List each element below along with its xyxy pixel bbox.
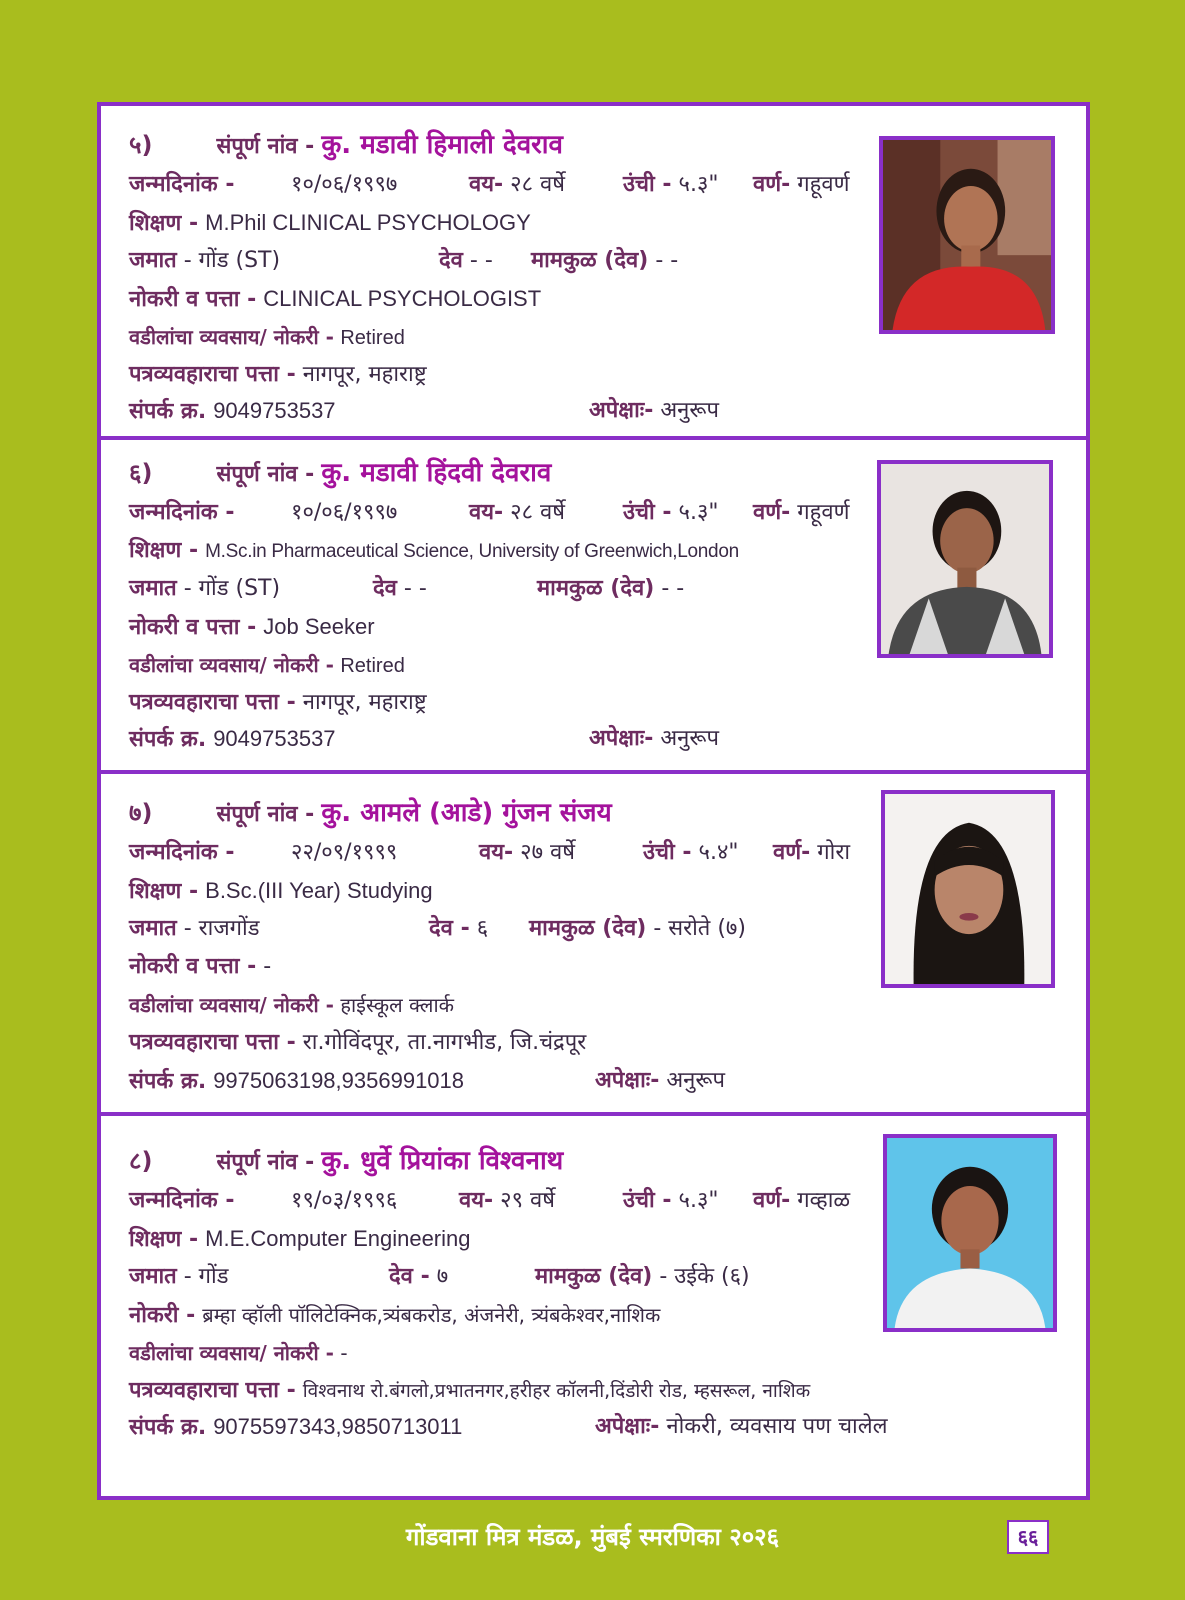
address-label: पत्रव्यवहाराचा पत्ता - (129, 1378, 296, 1403)
age-value: २९ वर्षे (500, 1188, 555, 1213)
height-label: उंची - (643, 840, 692, 865)
father-occupation-label: वडीलांचा व्यवसाय/ नोकरी - (129, 325, 334, 349)
education-label: शिक्षण - (129, 211, 199, 236)
address-label: पत्रव्यवहाराचा पत्ता - (129, 1030, 296, 1055)
candidate-name: कु. धुर्वे प्रियांका विश्वनाथ (321, 1146, 564, 1176)
height-value: ५.३" (678, 172, 719, 197)
height-value: ५.३" (678, 500, 719, 525)
address-value: विश्वनाथ रो.बंगलो,प्रभातनगर,हरीहर कॉलनी,दिंडोरी रोड, म्हसरूल, नाशिक (302, 1380, 811, 1402)
dob-value: १०/०६/१९९७ (291, 172, 398, 197)
name-label: संपूर्ण नांव - (216, 1150, 315, 1175)
candidate-name: कु. मडावी हिंदवी देवराव (321, 458, 552, 488)
candidate-name: कु. मडावी हिमाली देवराव (321, 130, 563, 160)
profile-number: ८) (129, 1147, 153, 1175)
mamkul-value: - - (655, 248, 679, 273)
expectation-label: अपेक्षाः- (589, 398, 654, 423)
complexion-label: वर्ण- (753, 1188, 791, 1213)
contact-label: संपर्क क्र. (129, 727, 207, 752)
father-occupation-value: Retired (340, 327, 405, 349)
mamkul-label: मामकुळ (देव) (531, 248, 649, 273)
candidate-photo (877, 460, 1053, 658)
address-value: नागपूर, महाराष्ट्र (302, 362, 427, 387)
expectation-value: अनुरूप (666, 1068, 725, 1093)
job-value: CLINICAL PSYCHOLOGIST (263, 286, 542, 311)
dev-label: देव (439, 248, 463, 273)
contact-value: 9075597343,9850713011 (213, 1414, 463, 1439)
profile-card (101, 1116, 1086, 1496)
job-label: नोकरी - (129, 1303, 196, 1328)
education-label: शिक्षण - (129, 879, 199, 904)
contact-value: 9975063198,9356991018 (213, 1068, 465, 1093)
name-row (129, 1146, 563, 1178)
caste-value: - गोंड (ST) (183, 576, 281, 601)
job-value: Job Seeker (263, 614, 375, 639)
height-label: उंची - (623, 1188, 672, 1213)
profile-number: ५) (129, 131, 153, 159)
complexion-label: वर्ण- (753, 500, 791, 525)
age-label: वय- (469, 172, 504, 197)
height-label: उंची - (623, 500, 672, 525)
address-value: रा.गोविंदपूर, ता.नागभीड, जि.चंद्रपूर (302, 1030, 587, 1055)
age-label: वय- (469, 500, 504, 525)
name-row (129, 458, 551, 490)
dob-label: जन्मदिनांक - (129, 840, 235, 865)
height-value: ५.३" (678, 1188, 719, 1213)
complexion-value: गोरा (817, 840, 851, 865)
profile-number: ६) (129, 459, 153, 487)
dev-label: देव - (389, 1264, 430, 1289)
father-occupation-value: - (340, 1341, 348, 1365)
dob-label: जन्मदिनांक - (129, 1188, 235, 1213)
mamkul-label: मामकुळ (देव) (529, 916, 647, 941)
mamkul-label: मामकुळ (देव) (537, 576, 655, 601)
complexion-label: वर्ण- (753, 172, 791, 197)
mamkul-value: - उईके (६) (659, 1264, 750, 1289)
expectation-value: अनुरूप (660, 726, 719, 751)
education-value: B.Sc.(III Year) Studying (205, 878, 433, 903)
dob-label: जन्मदिनांक - (129, 172, 235, 197)
father-occupation-value: हाईस्कूल क्लार्क (340, 993, 455, 1017)
page-number: ६६ (1007, 1520, 1049, 1554)
education-value: M.Sc.in Pharmaceutical Science, University of Greenwich,London (205, 541, 739, 562)
father-occupation-value: Retired (340, 655, 405, 677)
profile-card (101, 106, 1086, 436)
education-value: M.E.Computer Engineering (205, 1226, 471, 1251)
footer-title: गोंडवाना मित्र मंडळ, मुंबई स्मरणिका २०२६ (405, 1523, 780, 1551)
expectation-value: अनुरूप (660, 398, 719, 423)
dev-label: देव (373, 576, 397, 601)
job-value: ब्रम्हा व्हॉली पॉलिटेक्निक,त्र्यंबकरोड, अंजनेरी, त्र्यंबकेश्वर,नाशिक (202, 1303, 661, 1327)
expectation-label: अपेक्षाः- (589, 726, 654, 751)
caste-label: जमात (129, 576, 177, 601)
profiles-frame (97, 102, 1090, 1500)
dev-value: - - (403, 576, 427, 601)
address-value: नागपूर, महाराष्ट्र (302, 690, 427, 715)
candidate-photo (879, 136, 1055, 334)
dev-value: - - (469, 248, 493, 273)
dob-value: १९/०३/१९९६ (291, 1188, 398, 1213)
complexion-value: गहूवर्ण (797, 172, 850, 197)
job-label: नोकरी व पत्ता - (129, 954, 257, 979)
complexion-value: गव्हाळ (797, 1188, 851, 1213)
caste-label: जमात (129, 248, 177, 273)
father-occupation-label: वडीलांचा व्यवसाय/ नोकरी - (129, 1341, 334, 1365)
education-label: शिक्षण - (129, 538, 199, 563)
mamkul-value: - सरोते (७) (653, 916, 746, 941)
profile-number: ७) (129, 799, 153, 827)
candidate-photo (881, 790, 1055, 988)
dev-value: ७ (436, 1264, 449, 1289)
address-label: पत्रव्यवहाराचा पत्ता - (129, 362, 296, 387)
mamkul-label: मामकुळ (देव) (535, 1264, 653, 1289)
caste-value: - गोंड (ST) (183, 248, 281, 273)
caste-label: जमात (129, 1264, 177, 1289)
job-label: नोकरी व पत्ता - (129, 615, 257, 640)
height-value: ५.४" (698, 840, 739, 865)
age-value: २८ वर्षे (510, 172, 565, 197)
education-label: शिक्षण - (129, 1227, 199, 1252)
age-label: वय- (479, 840, 514, 865)
dob-label: जन्मदिनांक - (129, 500, 235, 525)
name-row (129, 130, 563, 162)
dev-value: ६ (476, 916, 489, 941)
contact-value: 9049753537 (213, 398, 336, 423)
caste-label: जमात (129, 916, 177, 941)
expectation-label: अपेक्षाः- (595, 1414, 660, 1439)
expectation-label: अपेक्षाः- (595, 1068, 660, 1093)
candidate-photo (883, 1134, 1057, 1332)
dob-value: १०/०६/१९९७ (291, 500, 398, 525)
dob-value: २२/०९/१९९९ (291, 840, 398, 865)
contact-label: संपर्क क्र. (129, 1415, 207, 1440)
name-label: संपूर्ण नांव - (216, 462, 315, 487)
complexion-label: वर्ण- (773, 840, 811, 865)
caste-value: - गोंड (183, 1264, 229, 1289)
complexion-value: गहूवर्ण (797, 500, 850, 525)
dev-label: देव - (429, 916, 470, 941)
expectation-value: नोकरी, व्यवसाय पण चालेल (666, 1414, 888, 1439)
name-label: संपूर्ण नांव - (216, 802, 315, 827)
contact-value: 9049753537 (213, 726, 336, 751)
job-label: नोकरी व पत्ता - (129, 287, 257, 312)
profile-card (101, 774, 1086, 1112)
mamkul-value: - - (661, 576, 685, 601)
name-label: संपूर्ण नांव - (216, 134, 315, 159)
age-value: २८ वर्षे (510, 500, 565, 525)
address-label: पत्रव्यवहाराचा पत्ता - (129, 690, 296, 715)
father-occupation-label: वडीलांचा व्यवसाय/ नोकरी - (129, 993, 334, 1017)
contact-label: संपर्क क्र. (129, 1069, 207, 1094)
contact-label: संपर्क क्र. (129, 399, 207, 424)
candidate-name: कु. आमले (आडे) गुंजन संजय (321, 798, 612, 828)
name-row (129, 798, 612, 830)
age-value: २७ वर्षे (520, 840, 575, 865)
caste-value: - राजगोंड (183, 916, 260, 941)
father-occupation-label: वडीलांचा व्यवसाय/ नोकरी - (129, 653, 334, 677)
profile-card (101, 440, 1086, 770)
education-value: M.Phil CLINICAL PSYCHOLOGY (205, 210, 531, 235)
job-value: - (263, 954, 272, 979)
height-label: उंची - (623, 172, 672, 197)
age-label: वय- (459, 1188, 494, 1213)
